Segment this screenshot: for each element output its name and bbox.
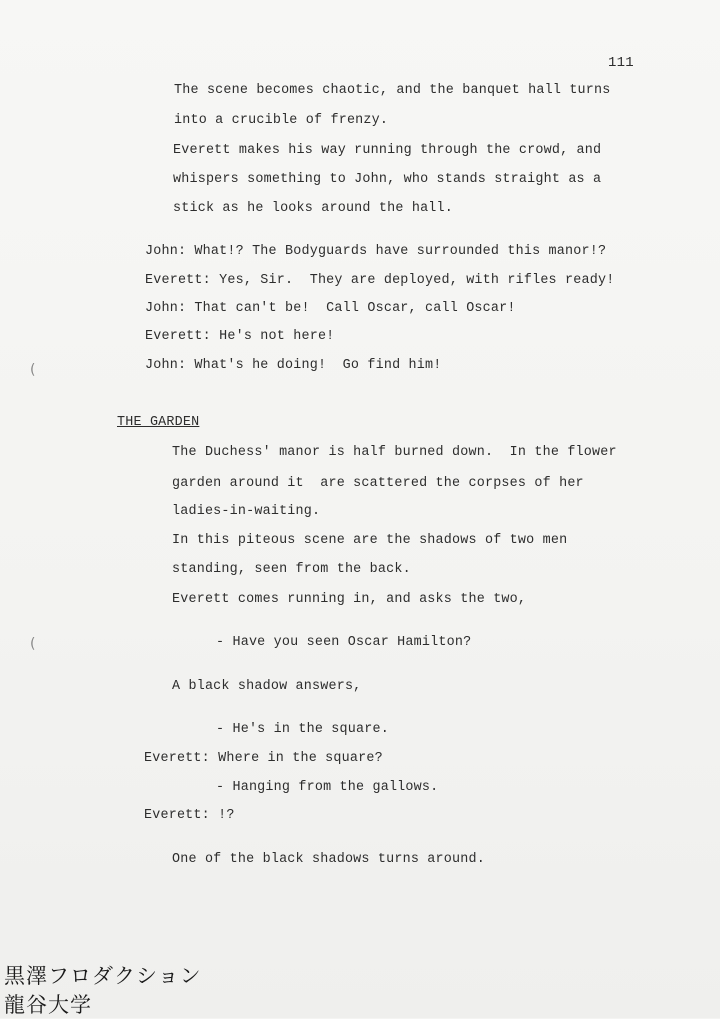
watermark-line: 黒澤フロダクション (4, 964, 202, 988)
stage-direction-line: The Duchess' manor is half burned down. In the flower (172, 445, 617, 460)
dialogue-line: John: What!? The Bodyguards have surrounded this manor!? (145, 244, 607, 259)
dialogue-line: - Hanging from the gallows. (216, 780, 439, 795)
stage-direction-line: A black shadow answers, (172, 679, 362, 694)
dialogue-line: John: That can't be! Call Oscar, call Oscar! (145, 301, 516, 316)
page-number: 111 (608, 55, 634, 71)
margin-mark: ( (30, 636, 36, 652)
stage-direction-line: ladies-in-waiting. (172, 504, 321, 519)
stage-direction-line: In this piteous scene are the shadows of two men (172, 533, 568, 548)
stage-direction-line: Everett makes his way running through the crowd, and (173, 143, 602, 158)
dialogue-line: John: What's he doing! Go find him! (145, 358, 442, 373)
stage-direction-line: whispers something to John, who stands straight as a (173, 172, 602, 187)
stage-direction-line: garden around it are scattered the corpses of her (172, 476, 584, 491)
stage-direction-line: Everett comes running in, and asks the two, (172, 592, 527, 607)
dialogue-line: Everett: Where in the square? (144, 751, 383, 766)
dialogue-line: - Have you seen Oscar Hamilton? (216, 635, 472, 650)
stage-direction-line: The scene becomes chaotic, and the banquet hall turns (174, 83, 611, 98)
margin-mark: ( (30, 362, 36, 378)
dialogue-line: Everett: He's not here! (145, 329, 335, 344)
dialogue-line: Everett: !? (144, 808, 235, 823)
stage-direction-line: stick as he looks around the hall. (173, 201, 454, 216)
stage-direction-line: One of the black shadows turns around. (172, 852, 485, 867)
dialogue-line: Everett: Yes, Sir. They are deployed, with rifles ready! (145, 273, 615, 288)
watermark-line: 龍谷大学 (4, 993, 92, 1017)
stage-direction-line: into a crucible of frenzy. (174, 113, 389, 128)
dialogue-line: - He's in the square. (216, 722, 389, 737)
stage-direction-line: standing, seen from the back. (172, 562, 411, 577)
scene-heading: THE GARDEN (117, 415, 200, 430)
